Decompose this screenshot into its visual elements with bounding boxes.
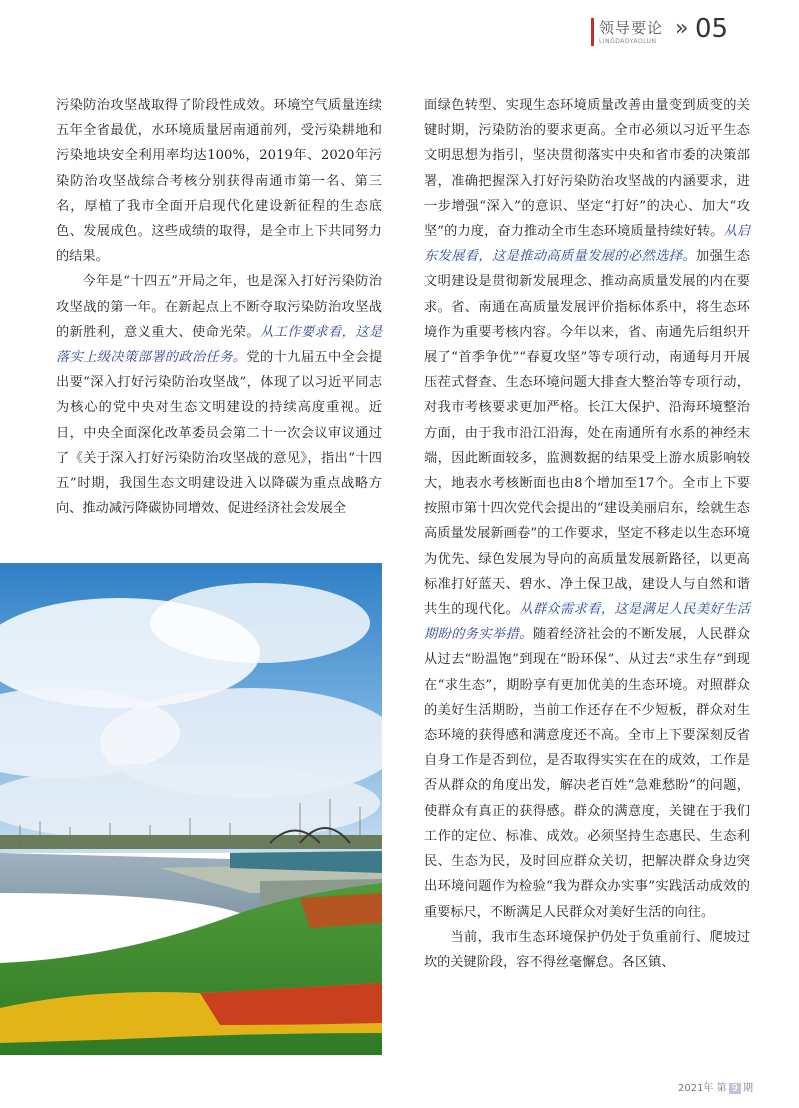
highlight-text: 从群众需求看，这是满足人民美好生活期盼的务实举措。 bbox=[424, 602, 751, 643]
issue-badge: 9 bbox=[729, 1083, 741, 1094]
header-accent-bar bbox=[591, 18, 594, 46]
paragraph bbox=[424, 93, 750, 925]
paragraph bbox=[56, 269, 382, 521]
footer-di: 第 bbox=[716, 1083, 727, 1094]
park-lakeside-photo bbox=[0, 563, 382, 1055]
section-pinyin: LINGDAOYAOLUN bbox=[599, 38, 657, 45]
page-number: 05 bbox=[695, 14, 729, 44]
text-run: 今年是“十四五”开局之年，也是深入打好污染防治攻坚战的第一年。在新起点上不断夺取污染防治攻坚战的新胜利，意义重大、使命光荣。 bbox=[56, 274, 382, 340]
highlight-text: 从工作要求看，这是落实上级决策部署的政治任务。 bbox=[56, 324, 383, 366]
paragraph: 当前，我市生态环境保护仍处于负重前行、爬坡过坎的关键阶段，容不得丝毫懈怠。各区镇、 bbox=[424, 929, 750, 970]
footer-year: 2021年 bbox=[677, 1083, 714, 1094]
text-run: 加强生态文明建设是贯彻新发展理念、推动高质量发展的内在要求。省、南通在高质量发展评价指标体系中，将生态环境作为重要考核内容。今年以来，省、南通先后组织开展了“首季争优”“春夏攻坚”等专项行动，南通每月开展压茬式督查、生态环境问题大排查大整治等专项行动，对我市考核要求更加严格。长江大保护、沿海环境整治方面，由于我市沿江沿海，处在南通所有水系的神经末端，因此断面较多，监测数据的结果受上游水质影响较大，地表水考核断面也由8个增加至17个。全市上下要按照市第十四次党代会提出的“建设美丽启东，绘就生态高质量发展新画卷”的工作要求，坚定不移走以生态环境为优先、绿色发展为导向的高质量发展新路径，以更高标准打好蓝天、碧水、净土保卫战，建设人与自然和谐共生的现代化。 bbox=[424, 249, 751, 618]
text-run: 面绿色转型、实现生态环境质量改善由量变到质变的关键时期，污染防治的要求更高。全市必须以习近平生态文明思想为指引，坚决贯彻落实中央和省市委的决策部署，准确把握深入打好污染防治攻坚战的内涵要求，进一步增强“深入”的意识、坚定“打好”的决心、加大“攻坚”的力度，奋力推动全市生态环境质量持续好转。 bbox=[424, 98, 750, 240]
text-run: 随着经济社会的不断发展，人民群众从过去“盼温饱”到现在“盼环保”、从过去“求生存”到现在“求生态”，期盼享有更加优美的生态环境。对照群众的美好生活期盼，当前工作还存在不少短板，群众对生态环境的获得感和满意度还不高。全市上下要深刻反省自身工作是否到位，是否取得实实在在的成效，工作是否从群众的角度出发，解决老百姓“急难愁盼”的问题，使群众有真正的获得感。群众的满意度，关键在于我们工作的定位、标准、成效。必须坚持生态惠民、生态利民、生态为民，及时回应群众关切，把解决群众身边突出环境问题作为检验“我为群众办实事”实践活动成效的重要标尺，不断满足人民群众对美好生活的向往。 bbox=[424, 627, 751, 920]
section-title: 领导要论 bbox=[599, 19, 664, 37]
page-footer bbox=[678, 1079, 753, 1094]
footer-qi: 期 bbox=[743, 1083, 753, 1094]
double-chevron-icon: » bbox=[675, 16, 689, 41]
text-run: 党的十九届五中全会提出要“深入打好污染防治攻坚战”，体现了以习近平同志为核心的党中央对生态文明建设的持续高度重视。近日，中央全面深化改革委员会第二十一次会议审议通过了《关于深入打好污染防治攻坚战的意见》，指出“十四五”时期，我国生态文明建设进入以降碳为重点战略方向、推动减污降碳协同增效、促进经济社会发展全 bbox=[56, 350, 383, 517]
highlight-text: 从启东发展看，这是推动高质量发展的必然选择。 bbox=[424, 224, 751, 265]
photo-illustration bbox=[0, 563, 382, 1055]
page-header bbox=[591, 14, 751, 48]
right-column bbox=[424, 93, 750, 975]
paragraph: 污染防治攻坚战取得了阶段性成效。环境空气质量连续五年全省最优，水环境质量居南通前列，受污染耕地和污染地块安全利用率均达100%，2019年、2020年污染防治攻坚战综合考核分别获得南通市第一名、第三名，厚植了我市全面开启现代化建设新征程的生态底色、发展成色。这些成绩的取得，是全市上下共同努力的结果。 bbox=[56, 98, 382, 265]
left-column bbox=[56, 93, 382, 521]
